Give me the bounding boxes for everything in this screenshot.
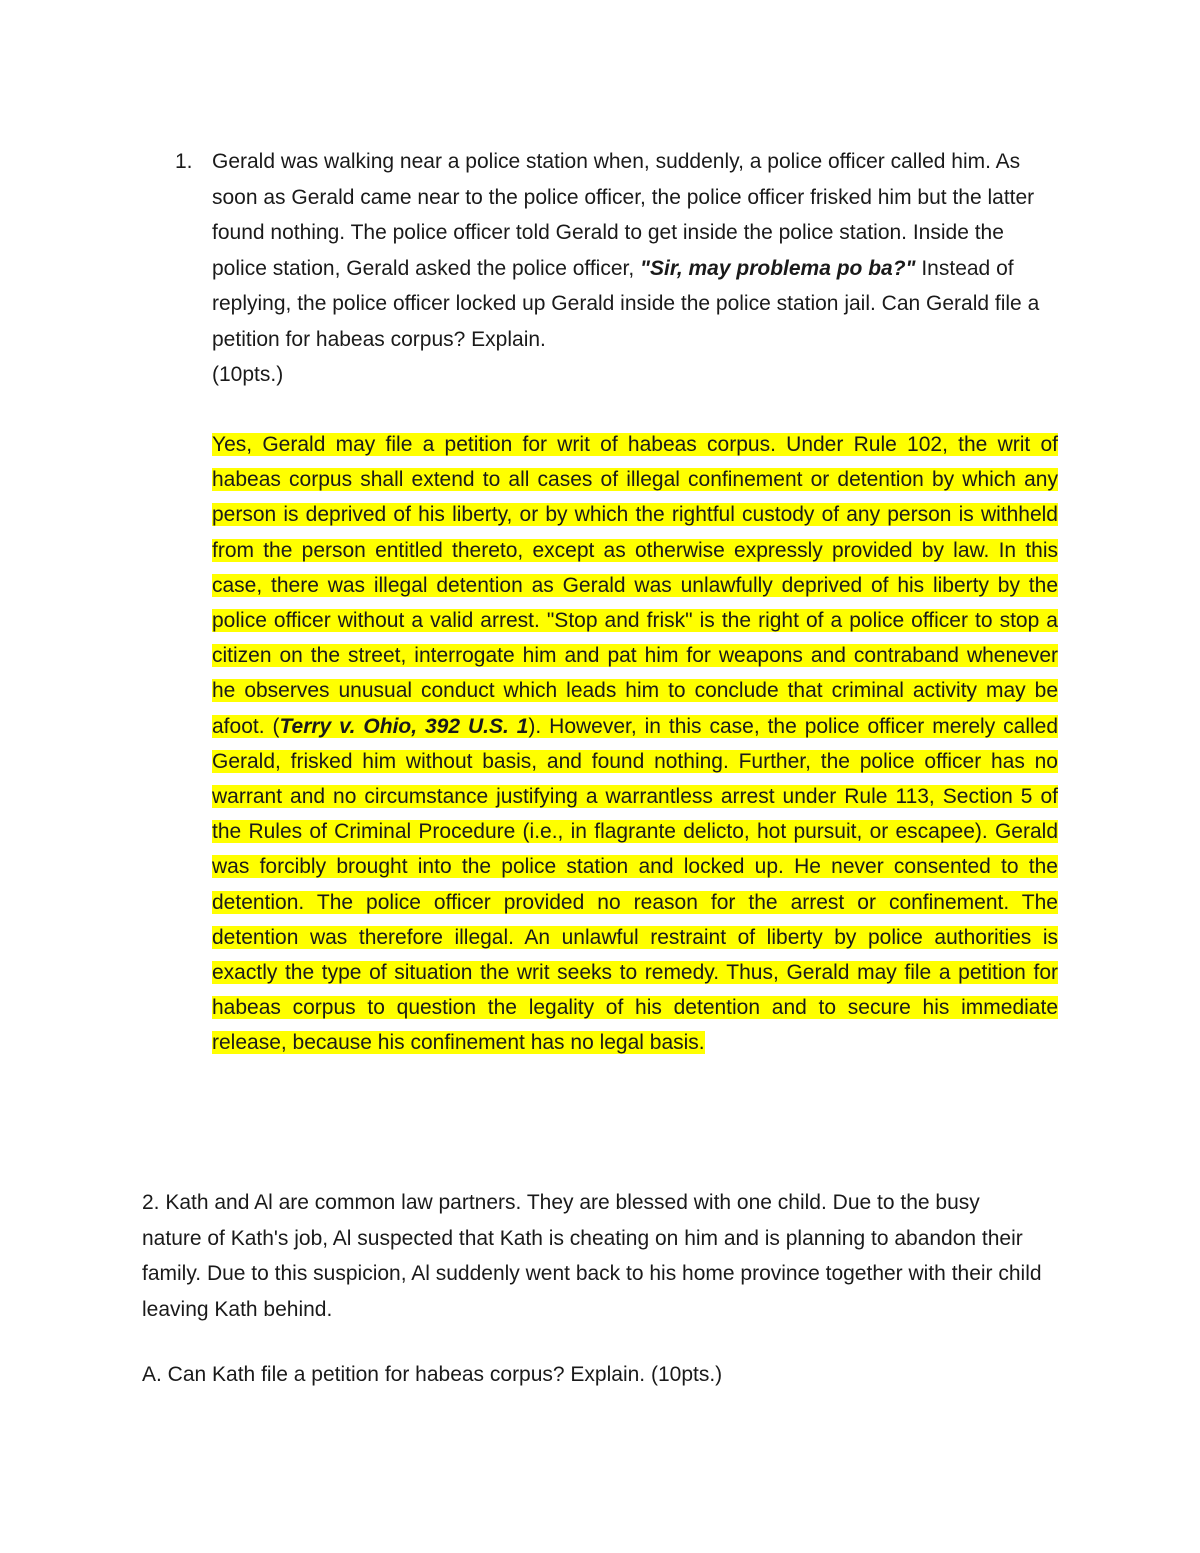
question-1-body-b: Instead of replying, the police officer locked up Gerald inside the police station jail. Can Gerald file a petition for habeas corpus? Explain. <box>212 256 1040 351</box>
answer-1-body-b: ). However, in this case, the police officer merely called Gerald, frisked him without basis, and found nothing. Further, the police officer has no warrant and no circumstance justifying a warrantless arrest under Rule 113, Section 5 of the Rules of Criminal Procedure (i.e., in flagrante delicto, hot pursuit, or escapee). Gerald was forcibly brought into the police station and locked up. He never consented to the detention. The police officer provided no reason for the arrest or confinement. The detention was therefore illegal. An unlawful restraint of liberty by police authorities is exactly the type of situation the writ seeks to remedy. Thus, Gerald may file a petition for habeas corpus to question the legality of his detention and to secure his immediate release, because his confinement has no legal basis. <box>212 714 1059 1055</box>
question-2-points: (10pts.) <box>650 1363 723 1386</box>
question-1-body-a: Gerald was walking near a police station when, suddenly, a police officer called him. As soon as Gerald came near to the police officer, the police officer frisked him but the latter found nothing. The police officer told Gerald to get inside the police station. Inside the police station, Gerald asked the police officer, <box>212 150 1035 280</box>
question-1-points: (10pts.) <box>212 363 284 386</box>
answer-1-citation: Terry v. Ohio, 392 U.S. 1 <box>279 714 529 738</box>
question-1 <box>175 144 1055 393</box>
question-2: 2. Kath and Al are common law partners. They are blessed with one child. Due to the busy nature of Kath's job, Al suspected that Kath is cheating on him and is planning to abandon their family. Due to this suspicion, Al suddenly went back to his home province together with their child leaving Kath behind. <box>142 1191 1042 1321</box>
question-1-text <box>212 144 1055 393</box>
answer-1 <box>212 427 1058 1061</box>
question-1-quote: "Sir, may problema po ba?" <box>640 256 916 280</box>
question-1-number: 1. <box>175 150 193 173</box>
question-2-part-a-text: A. Can Kath file a petition for habeas corpus? Explain. <box>142 1363 646 1386</box>
answer-1-body-a: Yes, Gerald may file a petition for writ of habeas corpus. Under Rule 102, the writ of habeas corpus shall extend to all cases of illegal confinement or detention by which any person is deprived of his liberty, or by which the rightful custody of any person is withheld from the person entitled thereto, except as otherwise expressly provided by law. In this case, there was illegal detention as Gerald was unlawfully deprived of his liberty by the police officer without a valid arrest. "Stop and frisk" is the right of a police officer to stop a citizen on the street, interrogate him and pat him for weapons and contraband whenever he observes unusual conduct which leads him to conclude that criminal activity may be afoot. ( <box>212 433 1058 738</box>
question-2-part-a <box>142 1357 1042 1393</box>
